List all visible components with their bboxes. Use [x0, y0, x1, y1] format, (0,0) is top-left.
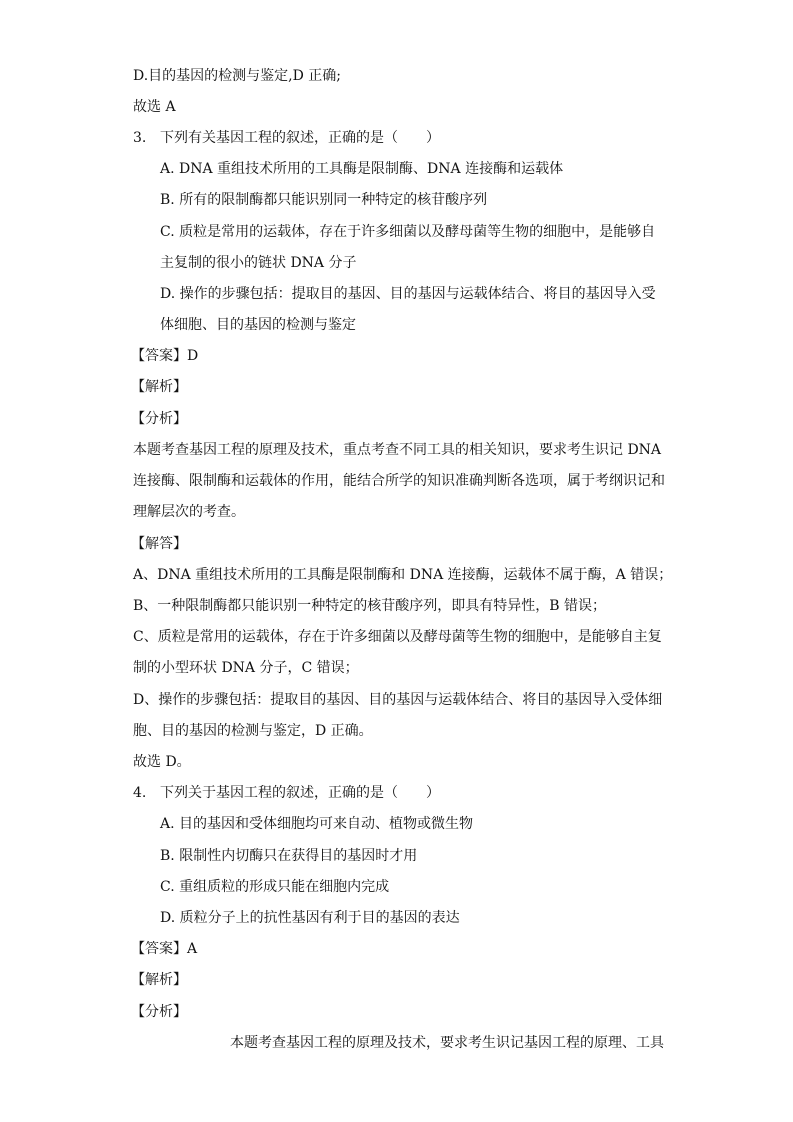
text-line: D.目的基因的检测与鉴定,D 正确; — [133, 68, 342, 84]
section-header: 【分析】 — [131, 1004, 187, 1020]
final-choice: 故选 D。 — [133, 754, 191, 770]
answer-label: 【答案】A — [131, 941, 198, 957]
solution-text: C、质粒是常用的运载体，存在于许多细菌以及酵母菌等生物的细胞中，是能够自主复 — [133, 629, 662, 645]
section-header: 【解答】 — [131, 536, 187, 552]
analysis-text: 连接酶、限制酶和运载体的作用，能结合所学的知识准确判断各选项，属于考纲识记和 — [133, 473, 665, 489]
analysis-text: 本题考查基因工程的原理及技术，要求考生识记基因工程的原理、工具 — [230, 1035, 664, 1051]
option-a: A. DNA 重组技术所用的工具酶是限制酶、DNA 连接酶和运载体 — [160, 161, 564, 177]
answer-label: 【答案】D — [131, 348, 199, 364]
analysis-text: 理解层次的考查。 — [133, 504, 245, 520]
question-stem: 下列有关基因工程的叙述，正确的是（ ） — [160, 130, 440, 146]
question-stem: 下列关于基因工程的叙述，正确的是（ ） — [160, 785, 440, 801]
option-d: D. 操作的步骤包括：提取目的基因、目的基因与运载体结合、将目的基因导入受 — [160, 286, 656, 302]
option-c: C. 重组质粒的形成只能在细胞内完成 — [160, 879, 390, 895]
solution-text: D、操作的步骤包括：提取目的基因、目的基因与运载体结合、将目的基因导入受体细 — [133, 692, 663, 708]
option-b: B. 所有的限制酶都只能识别同一种特定的核苷酸序列 — [160, 192, 488, 208]
option-d: D. 质粒分子上的抗性基因有利于目的基因的表达 — [160, 910, 460, 926]
section-header: 【解析】 — [131, 379, 187, 395]
option-a: A. 目的基因和受体细胞均可来自动、植物或微生物 — [160, 816, 474, 832]
section-header: 【分析】 — [131, 411, 187, 427]
option-c-cont: 主复制的很小的链状 DNA 分子 — [160, 255, 357, 271]
text-line: 故选 A — [133, 99, 176, 115]
option-b: B. 限制性内切酶只在获得目的基因时才用 — [160, 848, 418, 864]
solution-text: 制的小型环状 DNA 分子，C 错误； — [133, 660, 359, 676]
question-number: 3. — [133, 130, 147, 146]
solution-text: B、一种限制酶都只能识别一种特定的核苷酸序列，即具有特异性，B 错误； — [133, 598, 607, 614]
solution-text: A、DNA 重组技术所用的工具酶是限制酶和 DNA 连接酶，运载体不属于酶，A 错误； — [133, 567, 673, 583]
option-d-cont: 体细胞、目的基因的检测与鉴定 — [160, 317, 356, 333]
option-c: C. 质粒是常用的运载体，存在于许多细菌以及酵母菌等生物的细胞中，是能够自 — [160, 224, 656, 240]
section-header: 【解析】 — [131, 972, 187, 988]
question-number: 4. — [133, 785, 147, 801]
analysis-text: 本题考查基因工程的原理及技术，重点考查不同工具的相关知识，要求考生识记 DNA — [133, 442, 662, 458]
solution-text: 胞、目的基因的检测与鉴定，D 正确。 — [133, 723, 373, 739]
